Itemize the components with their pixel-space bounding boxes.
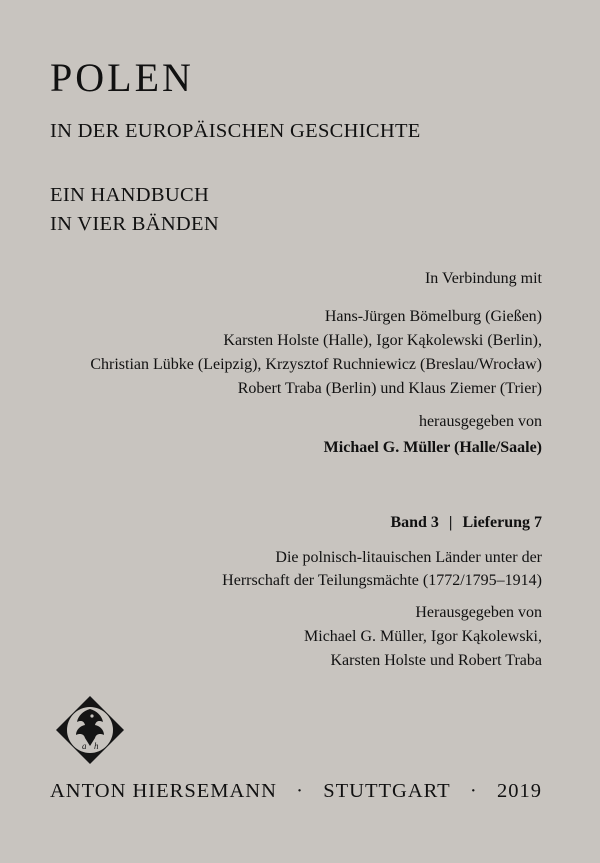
contributors-intro: In Verbindung mit: [424, 270, 542, 287]
volume-title-line-2: Herrschaft der Teilungsmächte (1772/1795–1914): [222, 572, 542, 589]
handbook-line-2: IN VIER BÄNDEN: [50, 213, 219, 235]
lieferung-label: Lieferung 7: [462, 514, 542, 531]
volume-title-line-1: Die polnisch-litauischen Länder unter der: [275, 549, 542, 566]
publisher-eagle-logo-icon: [54, 694, 126, 766]
volume-editors-line-2: Karsten Holste und Robert Traba: [330, 652, 542, 669]
volume-label: [390, 514, 542, 532]
logo-letter-a: a: [82, 741, 87, 751]
editor-name: Michael G. Müller (Halle/Saale): [323, 439, 542, 456]
band-label: Band 3: [390, 514, 439, 531]
volume-editors-intro: Herausgegeben von: [415, 604, 542, 621]
cover-title: POLEN: [50, 55, 194, 100]
publisher-dot: ·: [469, 780, 478, 802]
contributor-line: Karsten Holste (Halle), Igor Kąkolewski (Berlin),: [223, 332, 542, 349]
logo-letter-h: h: [94, 741, 99, 751]
publisher-name: ANTON HIERSEMANN: [50, 780, 277, 802]
publisher-dot: ·: [296, 780, 304, 802]
volume-editors-line-1: Michael G. Müller, Igor Kąkolewski,: [304, 628, 542, 645]
publisher-city: STUTTGART: [323, 780, 451, 802]
contributor-line: Robert Traba (Berlin) und Klaus Ziemer (Trier): [237, 380, 542, 397]
contributor-line: Hans-Jürgen Bömelburg (Gießen): [324, 308, 542, 325]
editor-intro: herausgegeben von: [418, 413, 542, 430]
publisher-year: 2019: [496, 780, 542, 802]
publisher-line: [50, 780, 542, 803]
contributor-line: Christian Lübke (Leipzig), Krzysztof Ruchniewicz (Breslau/Wrocław): [90, 356, 542, 373]
cover-subtitle: IN DER EUROPÄISCHEN GESCHICHTE: [50, 120, 421, 142]
handbook-line-1: EIN HANDBUCH: [50, 184, 210, 206]
volume-separator: |: [448, 514, 453, 531]
